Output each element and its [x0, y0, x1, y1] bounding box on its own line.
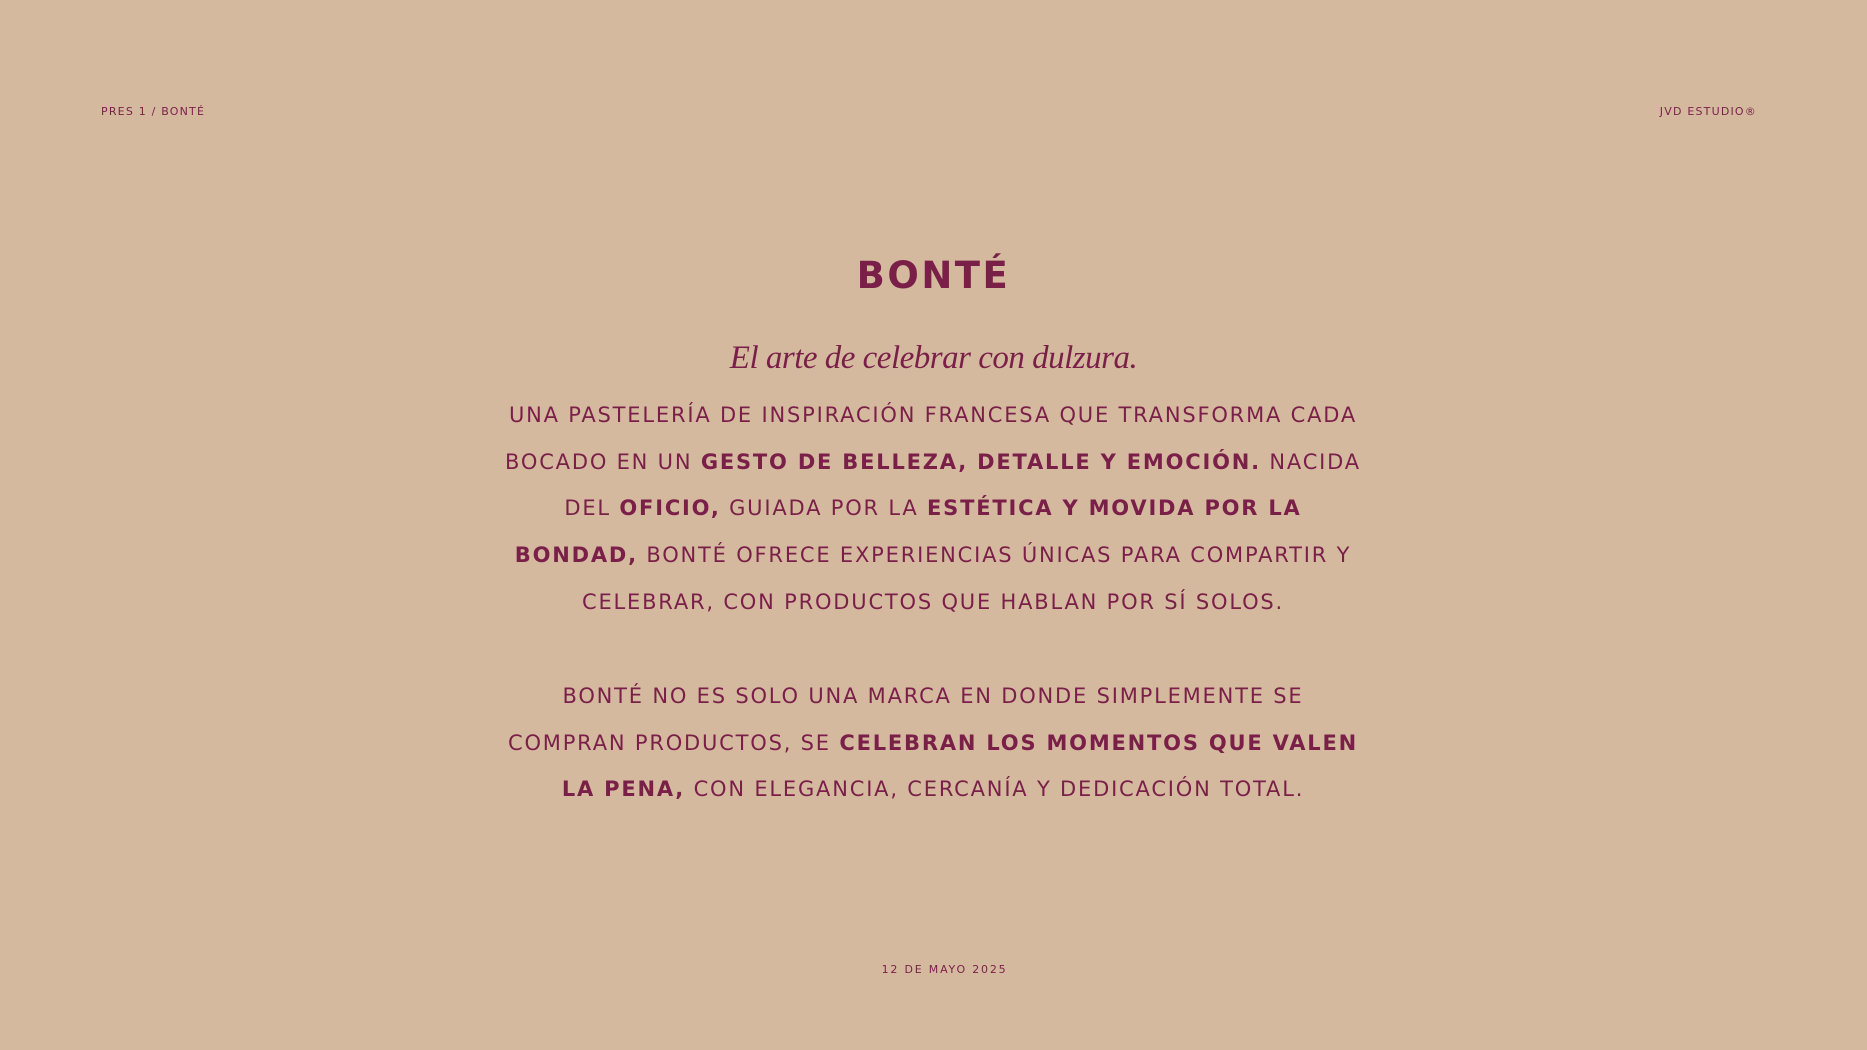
intro-text-4: BONTÉ OFRECE EXPERIENCIAS ÚNICAS PARA COMPARTIR Y CELEBRAR, CON PRODUCTOS QUE HABLAN POR SÍ SOLOS.	[581, 543, 1352, 614]
intro-text-2: NACIDA DEL	[564, 449, 1361, 521]
intro-emphasis-3: ESTÉTICA Y MOVIDA POR LA BONDAD,	[514, 496, 1302, 568]
brand-paragraph	[503, 673, 1363, 813]
header-right-label: JVD ESTUDIO®	[1659, 105, 1757, 118]
intro-paragraph	[503, 392, 1363, 626]
page-title: BONTÉ	[856, 254, 1011, 297]
brand-text-1: BONTÉ NO ES SOLO UNA MARCA EN DONDE SIMPLEMENTE SE COMPRAN PRODUCTOS, SE	[507, 684, 1304, 755]
presentation-date: 12 DE MAYO 2025	[881, 963, 1008, 976]
header-left-label: PRES 1 / BONTÉ	[101, 105, 206, 118]
tagline: El arte de celebrar con dulzura.	[729, 340, 1138, 376]
intro-text-3: GUIADA POR LA	[720, 496, 928, 521]
intro-text-1: UNA PASTELERÍA DE INSPIRACIÓN FRANCESA QUE TRANSFORMA CADA BOCADO EN UN	[505, 403, 1358, 474]
intro-emphasis-2: OFICIO,	[619, 496, 721, 521]
intro-emphasis-1: GESTO DE BELLEZA, DETALLE Y EMOCIÓN.	[700, 449, 1261, 474]
brand-emphasis-1: CELEBRAN LOS MOMENTOS QUE VALEN LA PENA,	[561, 730, 1358, 802]
brand-text-2: CON ELEGANCIA, CERCANÍA Y DEDICACIÓN TOTAL.	[685, 777, 1305, 802]
